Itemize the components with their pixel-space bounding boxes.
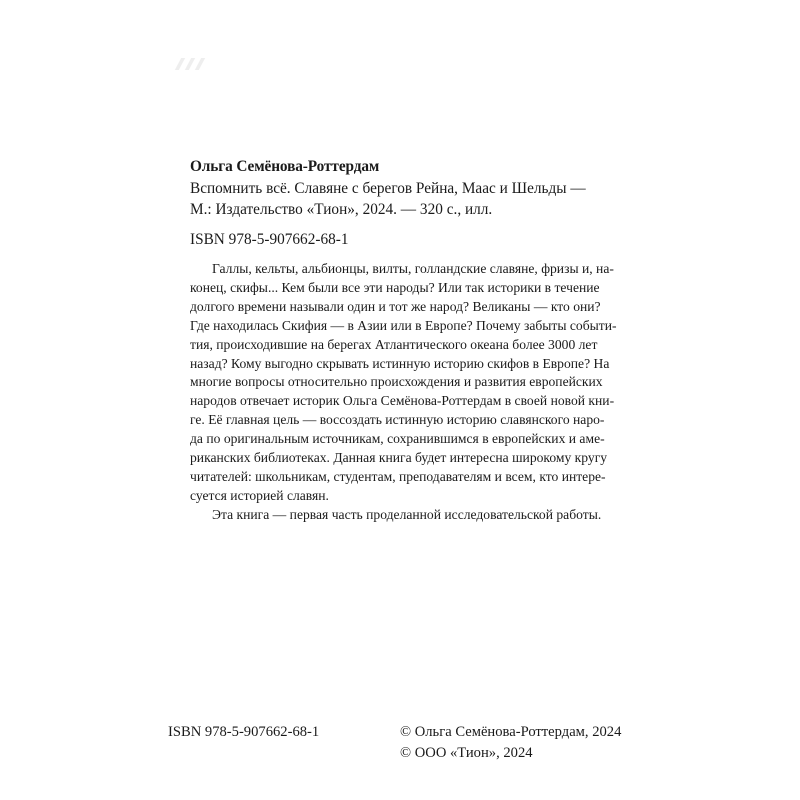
abstract-line: читателей: школьникам, студентам, преподавателям и всем, кто интере- [190, 468, 606, 484]
bibliographic-header [190, 156, 640, 221]
abstract-line: конец, скифы... Кем были все эти народы? Или так историки в течение [190, 279, 600, 295]
abstract-line: Где находилась Скифия — в Азии или в Европе? Почему забыты событи- [190, 317, 617, 333]
scan-artifact-mark [176, 58, 206, 70]
abstract [190, 260, 640, 525]
copyright-publisher: © ООО «Тион», 2024 [400, 745, 533, 761]
footer-isbn: ISBN 978-5-907662-68-1 [168, 724, 320, 740]
copyright-block [400, 722, 621, 764]
abstract-line: риканских библиотеках. Данная книга будет интересна широкому кругу [190, 450, 608, 466]
abstract-line: ге. Её главная цель — воссоздать истинную историю славянского наро- [190, 412, 605, 428]
imprint-line: М.: Издательство «Тион», 2024. — 320 с., илл. [190, 201, 493, 218]
isbn-top: ISBN 978-5-907662-68-1 [190, 231, 349, 248]
abstract-closing-line: Эта книга — первая часть проделанной исследовательской работы. [212, 506, 602, 522]
abstract-line: назад? Кому выгодно скрывать истинную историю скифов в Европе? На [190, 355, 610, 371]
abstract-line: народов отвечает историк Ольга Семёнова-Роттердам в своей новой кни- [190, 393, 615, 409]
abstract-line: долгого времени называли один и тот же народ? Великаны — кто они? [190, 298, 601, 314]
abstract-line: суется историей славян. [190, 487, 329, 503]
abstract-line: Галлы, кельты, альбионцы, вилты, голландские славяне, фризы и, на- [212, 261, 614, 276]
abstract-line: многие вопросы относительно происхождения и развития европейских [190, 374, 603, 390]
author-name: Ольга Семёнова-Роттердам [190, 158, 380, 175]
book-title-line: Вспомнить всё. Славяне с берегов Рейна, Маас и Шельды — [190, 179, 586, 197]
copyright-author: © Ольга Семёнова-Роттердам, 2024 [400, 724, 622, 740]
abstract-line: да по оригинальным источникам, сохранившимся в европейских и аме- [190, 431, 605, 447]
abstract-line: тия, происходившие на берегах Атлантического океана более 3000 лет [190, 336, 598, 352]
